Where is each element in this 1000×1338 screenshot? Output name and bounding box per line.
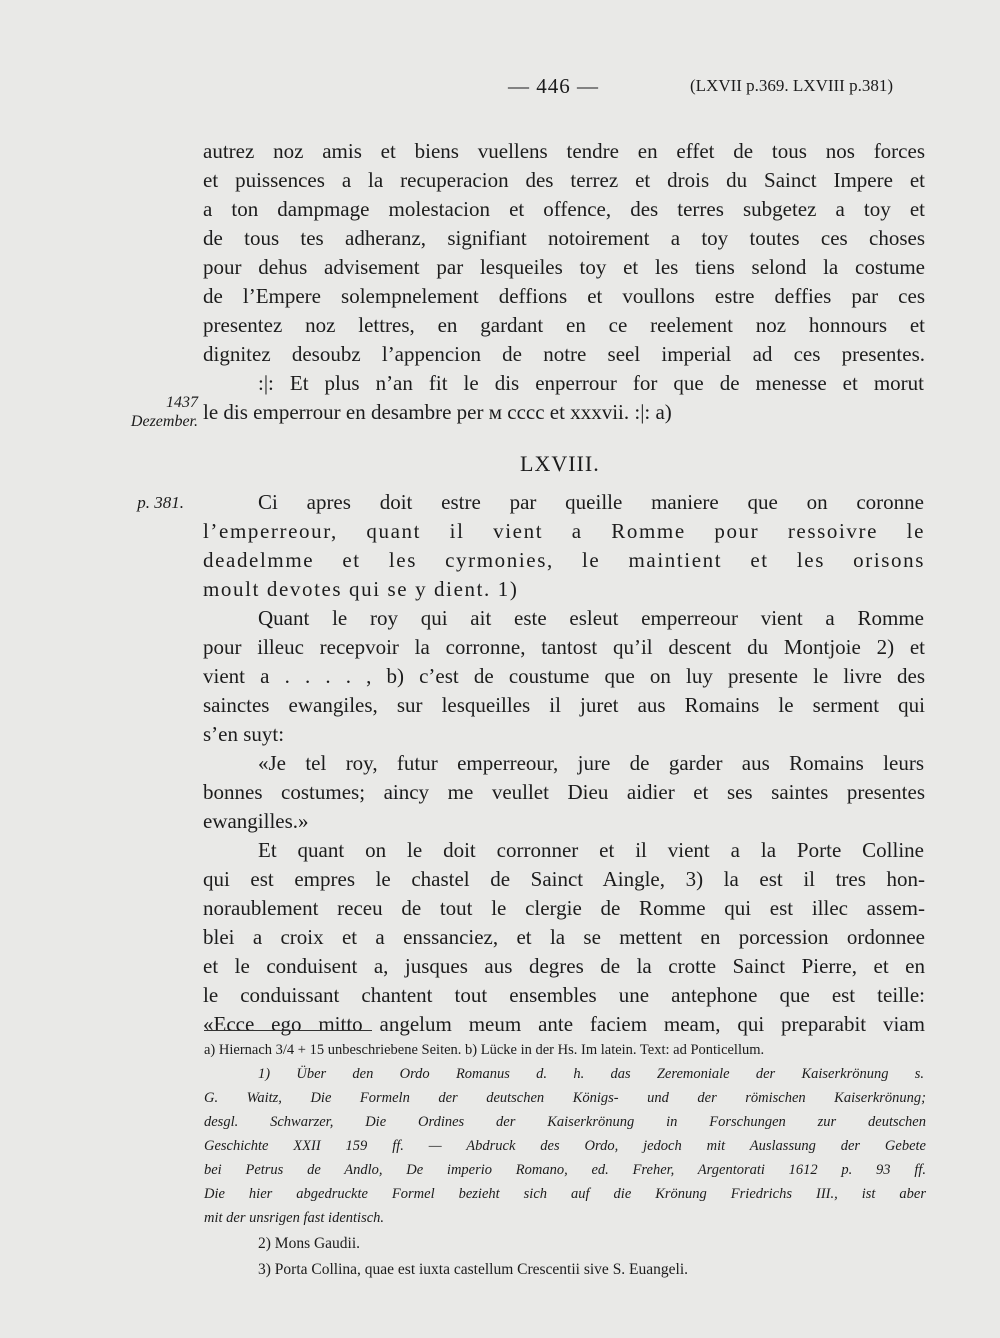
- text-line: bonnes costumes; aincy me veullet Dieu aidier et ses saintes presentes: [203, 780, 925, 804]
- text-line: sainctes ewangiles, sur lesqueilles il juret aus Romains le serment qui: [203, 693, 925, 717]
- text-line: de l’Empere solempnelement deffions et voullons estre deffies par ces: [203, 284, 925, 308]
- text-line: autrez noz amis et biens vuellens tendre en effet de tous nos forces: [203, 139, 925, 163]
- text-line: vient a . . . . , b) c’est de coustume que on luy presente le livre des: [203, 664, 925, 688]
- text-line: l’emperreour, quant il vient a Romme pour ressoivre le: [203, 519, 925, 543]
- footnote-line: bei Petrus de Andlo, De imperio Romano, ed. Freher, Argentorati 1612 p. 93 ff.: [204, 1162, 926, 1178]
- text-line: pour illeuc recepvoir la corronne, tantost qu’il descent du Montjoie 2) et: [203, 635, 925, 659]
- text-line: moult devotes qui se y dient. 1): [203, 577, 519, 601]
- text-line: deadelmme et les cyrmonies, le maintient et les orisons: [203, 548, 925, 572]
- page-reference: (LXVII p.369. LXVIII p.381): [690, 76, 894, 95]
- footnote-line: desgl. Schwarzer, Die Ordines der Kaiserkrönung in Forschungen zur deutschen: [204, 1114, 926, 1130]
- text-line: Et quant on le doit corronner et il vient a la Porte Colline: [258, 838, 924, 862]
- text-line: s’en suyt:: [203, 722, 285, 746]
- footnote-line: Geschichte XXII 159 ff. — Abdruck des Ordo, jedoch mit Auslassung der Gebete: [204, 1138, 926, 1154]
- text-line: ewangilles.»: [203, 809, 309, 833]
- text-line: le conduissant chantent tout ensembles une antephone que est teille:: [203, 983, 925, 1007]
- text-line: pour dehus advisement par lesqueiles toy et les tiens selond la costume: [203, 255, 925, 279]
- text-line: presentez noz lettres, en gardant en ce reelement noz honnours et: [203, 313, 925, 337]
- footnote-line: G. Waitz, Die Formeln der deutschen Königs- und der römischen Kaiserkrönung;: [204, 1090, 926, 1106]
- page-number: — 446 —: [508, 74, 599, 98]
- margin-page-note: p. 381.: [137, 493, 184, 512]
- footnote-line: a) Hiernach 3/4 + 15 unbeschriebene Seiten. b) Lücke in der Hs. Im latein. Text: ad Ponticellum.: [204, 1042, 765, 1058]
- text-line: «Ecce ego mitto angelum meum ante faciem meam, qui preparabit viam: [203, 1012, 925, 1036]
- text-line: le dis emperrour en desambre per ᴍ cccc et xxxvii. :|: a): [203, 400, 672, 424]
- footnote-divider: [204, 1030, 372, 1031]
- text-line: blei a croix et a enssanciez, et la se mettent en porcession ordonnee: [203, 925, 925, 949]
- footnote-line: Die hier abgedruckte Formel bezieht sich auf die Krönung Friedrichs III., ist aber: [204, 1186, 926, 1202]
- text-line: Quant le roy qui ait este esleut emperreour vient a Romme: [258, 606, 924, 630]
- text-line: et puissences a la recuperacion des terrez et drois du Sainct Impere et: [203, 168, 925, 192]
- text-line: Ci apres doit estre par queille maniere que on coronne: [258, 490, 924, 514]
- text-line: qui est empres le chastel de Sainct Aingle, 3) la est il tres hon-: [203, 867, 925, 891]
- footnote-line: 2) Mons Gaudii.: [258, 1235, 361, 1252]
- footnote-line: 1) Über den Ordo Romanus d. h. das Zeremoniale der Kaiserkrönung s.: [258, 1066, 924, 1082]
- footnote-line: mit der unsrigen fast identisch.: [204, 1210, 385, 1226]
- text-line: dignitez desoubz l’appencion de notre seel imperial ad ces presentes.: [203, 342, 925, 366]
- footnote-line: 3) Porta Collina, quae est iuxta castellum Crescentii sive S. Euangeli.: [258, 1261, 689, 1278]
- margin-date-note: 1437 Dezember.: [130, 394, 198, 430]
- text-line: de tous tes adheranz, signifiant notoirement a toy toutes ces choses: [203, 226, 925, 250]
- text-line: :|: Et plus n’an fit le dis enperrour for que de menesse et morut: [258, 371, 924, 395]
- text-line: «Je tel roy, futur emperreour, jure de garder aus Romains leurs: [258, 751, 924, 775]
- text-line: noraublement receu de tout le clergie de Romme qui est illec assem-: [203, 896, 925, 920]
- section-heading: LXVIII.: [520, 451, 600, 476]
- text-line: et le conduisent a, jusques aus degres de la crotte Sainct Pierre, et en: [203, 954, 925, 978]
- text-line: a ton dampmage molestacion et offence, des terres subgetez a toy et: [203, 197, 925, 221]
